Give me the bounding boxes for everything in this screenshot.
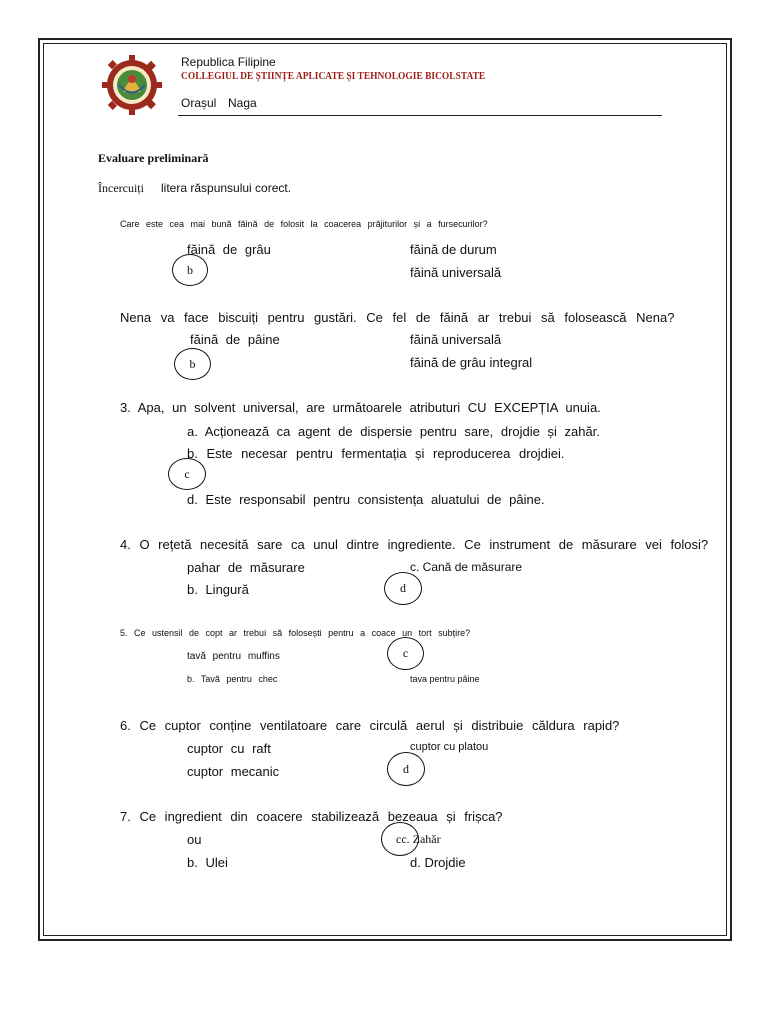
question-7-option-b: b. Ulei — [187, 855, 228, 870]
question-7-option-c: cc. Zahăr — [396, 832, 441, 846]
question-2-answer-circle[interactable]: b — [174, 348, 211, 380]
question-1-option-a: făină de grâu — [187, 242, 271, 257]
question-2-option-d: făină de grâu integral — [410, 355, 533, 370]
question-5-option-a: tavă pentru muffins — [187, 651, 280, 662]
country-name: Republica Filipine — [181, 55, 276, 69]
question-6-option-a: cuptor cu raft — [187, 741, 271, 756]
question-1-answer-circle[interactable]: b — [172, 254, 208, 286]
question-1-option-d: făină universală — [410, 265, 502, 280]
question-6-option-b: cuptor mecanic — [187, 764, 280, 779]
page-border-inner — [43, 43, 727, 936]
question-5-text: 5. Ce ustensil de copt ar trebui să folosești pentru a coace un tort subțire? — [120, 628, 471, 638]
question-1-option-c: făină de durum — [410, 242, 497, 257]
question-7-option-d: d. Drojdie — [410, 855, 466, 870]
question-3-answer-circle[interactable]: c — [168, 458, 206, 490]
question-4-answer-circle[interactable]: d — [384, 572, 422, 605]
question-5-option-b: b. Tavă pentru chec — [187, 674, 278, 684]
city-name: Naga — [228, 96, 257, 110]
question-2-option-c: făină universală — [410, 332, 502, 347]
question-6-answer-circle[interactable]: d — [387, 752, 425, 786]
question-3-text: 3. Apa, un solvent universal, are următoarele atributuri CU EXCEPȚIA unuia. — [120, 400, 601, 415]
question-7-text: 7. Ce ingredient din coacere stabilizează bezeaua și frișca? — [120, 809, 503, 824]
question-3-option-a: a. Acționează ca agent de dispersie pentru sare, drojdie și zahăr. — [187, 424, 600, 439]
question-3-option-d: d. Este responsabil pentru consistența aluatului de pâine. — [187, 492, 545, 507]
city-label: Orașul — [181, 96, 217, 110]
question-4-text: 4. O rețetă necesită sare ca unul dintre ingrediente. Ce instrument de măsurare vei folosi? — [120, 537, 709, 552]
page-title: Evaluare preliminară — [98, 151, 209, 165]
question-5-answer-circle[interactable]: c — [387, 637, 424, 670]
instruction-text: litera răspunsului corect. — [161, 181, 292, 195]
question-6-text: 6. Ce cuptor conține ventilatoare care circulă aerul și distribuie căldura rapid? — [120, 718, 620, 733]
question-4-option-a: pahar de măsurare — [187, 560, 305, 575]
header-divider — [178, 115, 662, 116]
question-1-text: Care este cea mai bună făină de folosit la coacerea prăjiturilor și a fursecurilor? — [120, 219, 488, 229]
instruction-verb: Încercuiți — [98, 181, 144, 195]
question-4-option-b: b. Lingură — [187, 582, 249, 597]
question-2-option-a: făină de pâine — [190, 332, 280, 347]
question-6-option-c: cuptor cu platou — [410, 741, 489, 753]
college-name: COLLEGIUL DE ȘTIINȚE APLICATE ȘI TEHNOLOGIE BICOLSTATE — [181, 70, 486, 82]
question-7-option-a: ou — [187, 832, 202, 847]
question-2-text: Nena va face biscuiți pentru gustări. Ce fel de făină ar trebui să folosească Nena? — [120, 310, 675, 325]
college-seal-logo — [97, 52, 167, 118]
question-5-option-d: tava pentru pâine — [410, 674, 480, 684]
question-4-option-c: c. Cană de măsurare — [410, 560, 523, 574]
question-3-option-b: b. Este necesar pentru fermentația și reproducerea drojdiei. — [187, 446, 565, 461]
